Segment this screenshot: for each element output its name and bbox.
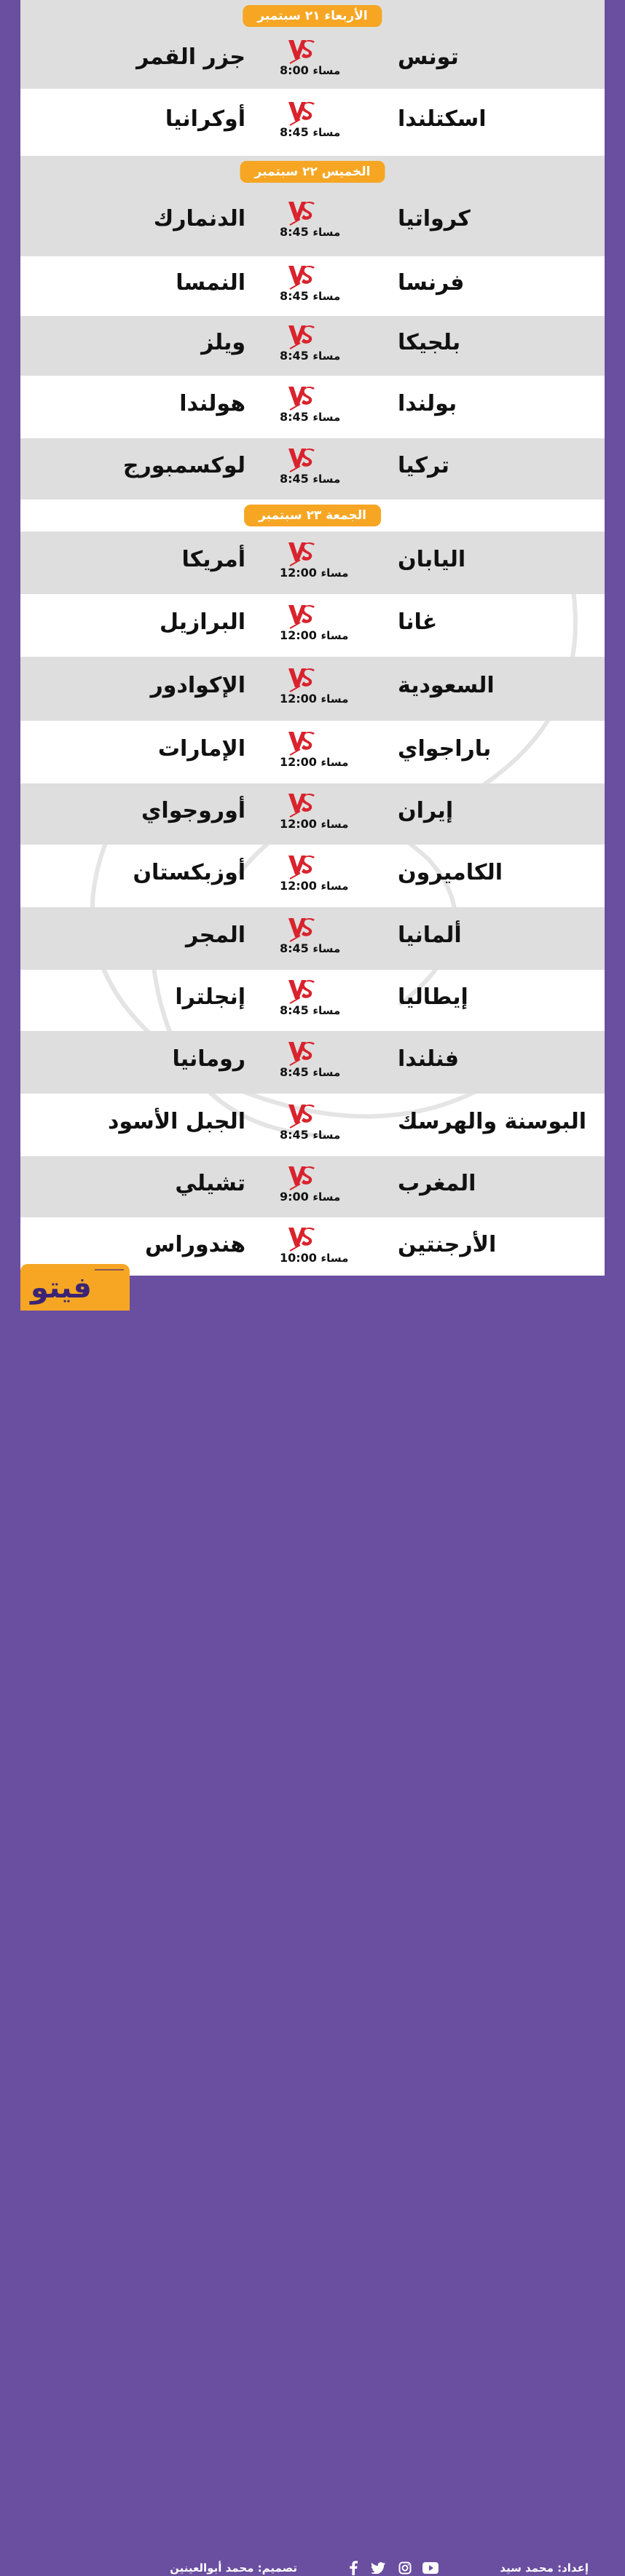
away-team: النمسا <box>176 270 245 296</box>
time-period: مساء <box>312 1129 341 1142</box>
time-value: 10:00 <box>280 1251 321 1265</box>
match-time <box>280 410 345 424</box>
vs-icon <box>287 602 316 631</box>
vs-block <box>274 384 339 427</box>
match-time <box>280 1003 345 1017</box>
date-pill: الأربعاء ٢١ سبتمبر <box>243 5 382 27</box>
home-team: إيطاليا <box>398 984 468 1010</box>
match-time <box>280 941 345 955</box>
time-value: 12:00 <box>280 628 321 642</box>
time-value: 12:00 <box>280 566 321 580</box>
home-team: غانا <box>398 609 438 635</box>
vs-icon <box>287 199 316 228</box>
home-team: تونس <box>398 44 459 70</box>
match-time <box>280 1128 345 1142</box>
time-period: مساء <box>321 880 349 893</box>
match-time <box>280 225 345 239</box>
home-team: البوسنة والهرسك <box>398 1109 587 1134</box>
away-team: الدنمارك <box>153 206 245 232</box>
vs-block <box>274 323 339 366</box>
time-value: 8:45 <box>280 1128 313 1142</box>
vs-block <box>274 602 349 646</box>
vs-block <box>274 1163 339 1207</box>
home-team: اليابان <box>398 547 466 572</box>
away-team: الجبل الأسود <box>108 1109 245 1134</box>
time-value: 8:45 <box>280 225 313 239</box>
time-period: مساء <box>321 1252 349 1265</box>
schedule-list <box>20 0 605 1276</box>
match-time <box>280 349 345 363</box>
time-value: 8:45 <box>280 1003 313 1017</box>
match-time <box>280 1190 345 1204</box>
time-period: مساء <box>312 226 341 239</box>
vs-icon <box>287 323 316 352</box>
vito-logo[interactable] <box>20 1264 130 1311</box>
vs-icon <box>287 540 316 569</box>
vs-icon <box>287 37 316 66</box>
time-value: 8:45 <box>280 472 313 486</box>
facebook-icon[interactable] <box>345 2560 361 2576</box>
away-team: الإمارات <box>157 736 245 762</box>
home-team: تركيا <box>398 453 449 478</box>
time-period: مساء <box>312 942 341 955</box>
match-row <box>20 1094 605 1156</box>
vs-icon <box>287 791 316 820</box>
time-period: مساء <box>312 1066 341 1079</box>
date-header <box>20 0 605 32</box>
time-period: مساء <box>312 64 341 77</box>
vs-block <box>274 791 349 834</box>
match-time <box>280 817 349 831</box>
vs-block <box>274 37 339 81</box>
time-value: 12:00 <box>280 692 321 706</box>
vs-icon <box>287 263 316 292</box>
vs-icon <box>287 1039 316 1068</box>
match-row <box>20 1156 605 1217</box>
away-team: تشيلي <box>175 1171 245 1196</box>
match-row <box>20 1031 605 1094</box>
match-row <box>20 594 605 657</box>
vs-block <box>274 729 349 773</box>
home-team: فرنسا <box>398 270 465 296</box>
logo-text: فيتو <box>31 1271 92 1305</box>
time-period: مساء <box>321 629 349 642</box>
match-time <box>280 289 345 303</box>
vs-icon <box>287 1163 316 1193</box>
home-team: إيران <box>398 798 454 823</box>
time-period: مساء <box>312 349 341 363</box>
match-time <box>280 879 349 893</box>
match-row <box>20 376 605 438</box>
match-row <box>20 32 605 89</box>
away-team: إنجلترا <box>175 984 245 1010</box>
away-team: لوكسمبورج <box>122 453 245 478</box>
vs-icon <box>287 99 316 128</box>
time-period: مساء <box>321 756 349 769</box>
match-row <box>20 438 605 499</box>
match-row <box>20 907 605 970</box>
vs-block <box>274 1102 339 1145</box>
youtube-icon[interactable] <box>422 2560 439 2576</box>
vs-icon <box>287 1102 316 1131</box>
match-time <box>280 755 349 769</box>
home-team: الأرجنتين <box>398 1232 497 1257</box>
vs-icon <box>287 384 316 413</box>
time-period: مساء <box>312 411 341 424</box>
time-period: مساء <box>312 473 341 486</box>
time-period: مساء <box>312 1004 341 1017</box>
match-row <box>20 783 605 845</box>
time-value: 9:00 <box>280 1190 313 1204</box>
match-row <box>20 970 605 1031</box>
home-team: ألمانيا <box>398 922 462 948</box>
away-team: المجر <box>186 922 245 948</box>
vs-block <box>274 446 339 489</box>
vs-icon <box>287 729 316 758</box>
match-time <box>280 628 349 642</box>
vs-icon <box>287 977 316 1006</box>
time-value: 8:45 <box>280 125 313 139</box>
time-period: مساء <box>321 818 349 831</box>
vs-icon <box>287 915 316 944</box>
match-row <box>20 89 605 156</box>
match-time <box>280 63 345 77</box>
away-team: أوروجواي <box>141 798 245 823</box>
home-team: باراجواي <box>398 736 492 762</box>
away-team: هندوراس <box>145 1232 245 1257</box>
twitter-icon[interactable] <box>370 2560 386 2576</box>
time-period: مساء <box>312 126 341 139</box>
time-value: 12:00 <box>280 755 321 769</box>
date-pill: الجمعة ٢٣ سبتمبر <box>244 505 381 526</box>
vs-block <box>274 915 339 959</box>
logo-tagline-mark <box>95 1267 124 1274</box>
away-team: أمريكا <box>181 547 245 572</box>
home-team: السعودية <box>398 673 495 698</box>
date-pill: الخميس ٢٢ سبتمبر <box>240 161 385 183</box>
time-value: 8:45 <box>280 410 313 424</box>
time-period: مساء <box>312 1190 341 1204</box>
match-time <box>280 472 345 486</box>
time-value: 8:45 <box>280 1065 313 1079</box>
time-value: 12:00 <box>280 879 321 893</box>
time-value: 12:00 <box>280 817 321 831</box>
vs-block <box>274 263 339 307</box>
home-team: فنلندا <box>398 1046 459 1072</box>
design-by-credit: تصميم: محمد أبوالعينين <box>170 2561 297 2575</box>
match-time <box>280 1065 345 1079</box>
match-row <box>20 845 605 907</box>
home-team: اسكتلندا <box>398 106 487 132</box>
date-header <box>20 156 605 188</box>
match-row <box>20 657 605 721</box>
away-team: رومانيا <box>172 1046 245 1072</box>
home-team: كرواتيا <box>398 206 471 232</box>
vs-block <box>274 977 339 1021</box>
time-value: 8:45 <box>280 289 313 303</box>
time-value: 8:45 <box>280 349 313 363</box>
match-row <box>20 256 605 316</box>
time-period: مساء <box>312 290 341 303</box>
prepared-by-credit: إعداد: محمد سيد <box>500 2561 589 2575</box>
vs-block <box>274 1225 349 1268</box>
time-period: مساء <box>321 692 349 706</box>
match-time <box>280 566 349 580</box>
schedule-board <box>20 0 605 1276</box>
away-team: ويلز <box>201 330 245 355</box>
home-team: بلجيكا <box>398 330 461 355</box>
away-team: الإكوادور <box>150 673 245 698</box>
instagram-icon[interactable] <box>397 2560 413 2576</box>
vs-block <box>274 853 349 896</box>
match-row <box>20 532 605 594</box>
away-team: أوكرانيا <box>165 106 245 132</box>
vs-block <box>274 199 339 242</box>
time-value: 8:00 <box>280 63 313 77</box>
match-time <box>280 692 349 706</box>
home-team: بولندا <box>398 391 457 416</box>
time-value: 8:45 <box>280 941 313 955</box>
vs-block <box>274 540 349 583</box>
match-time <box>280 125 345 139</box>
away-team: أوزبكستان <box>133 860 245 885</box>
match-time <box>280 1251 349 1265</box>
vs-block <box>274 1039 339 1083</box>
date-header <box>20 499 605 532</box>
match-row <box>20 721 605 783</box>
match-row <box>20 188 605 256</box>
match-row <box>20 316 605 376</box>
away-team: البرازيل <box>159 609 245 635</box>
vs-icon <box>287 446 316 475</box>
away-team: هولندا <box>179 391 245 416</box>
home-team: المغرب <box>398 1171 476 1196</box>
time-period: مساء <box>321 566 349 580</box>
away-team: جزر القمر <box>136 44 245 70</box>
vs-icon <box>287 853 316 882</box>
vs-icon <box>287 665 316 695</box>
vs-block <box>274 99 339 143</box>
home-team: الكاميرون <box>398 860 503 885</box>
vs-icon <box>287 1225 316 1254</box>
vs-block <box>274 665 349 709</box>
